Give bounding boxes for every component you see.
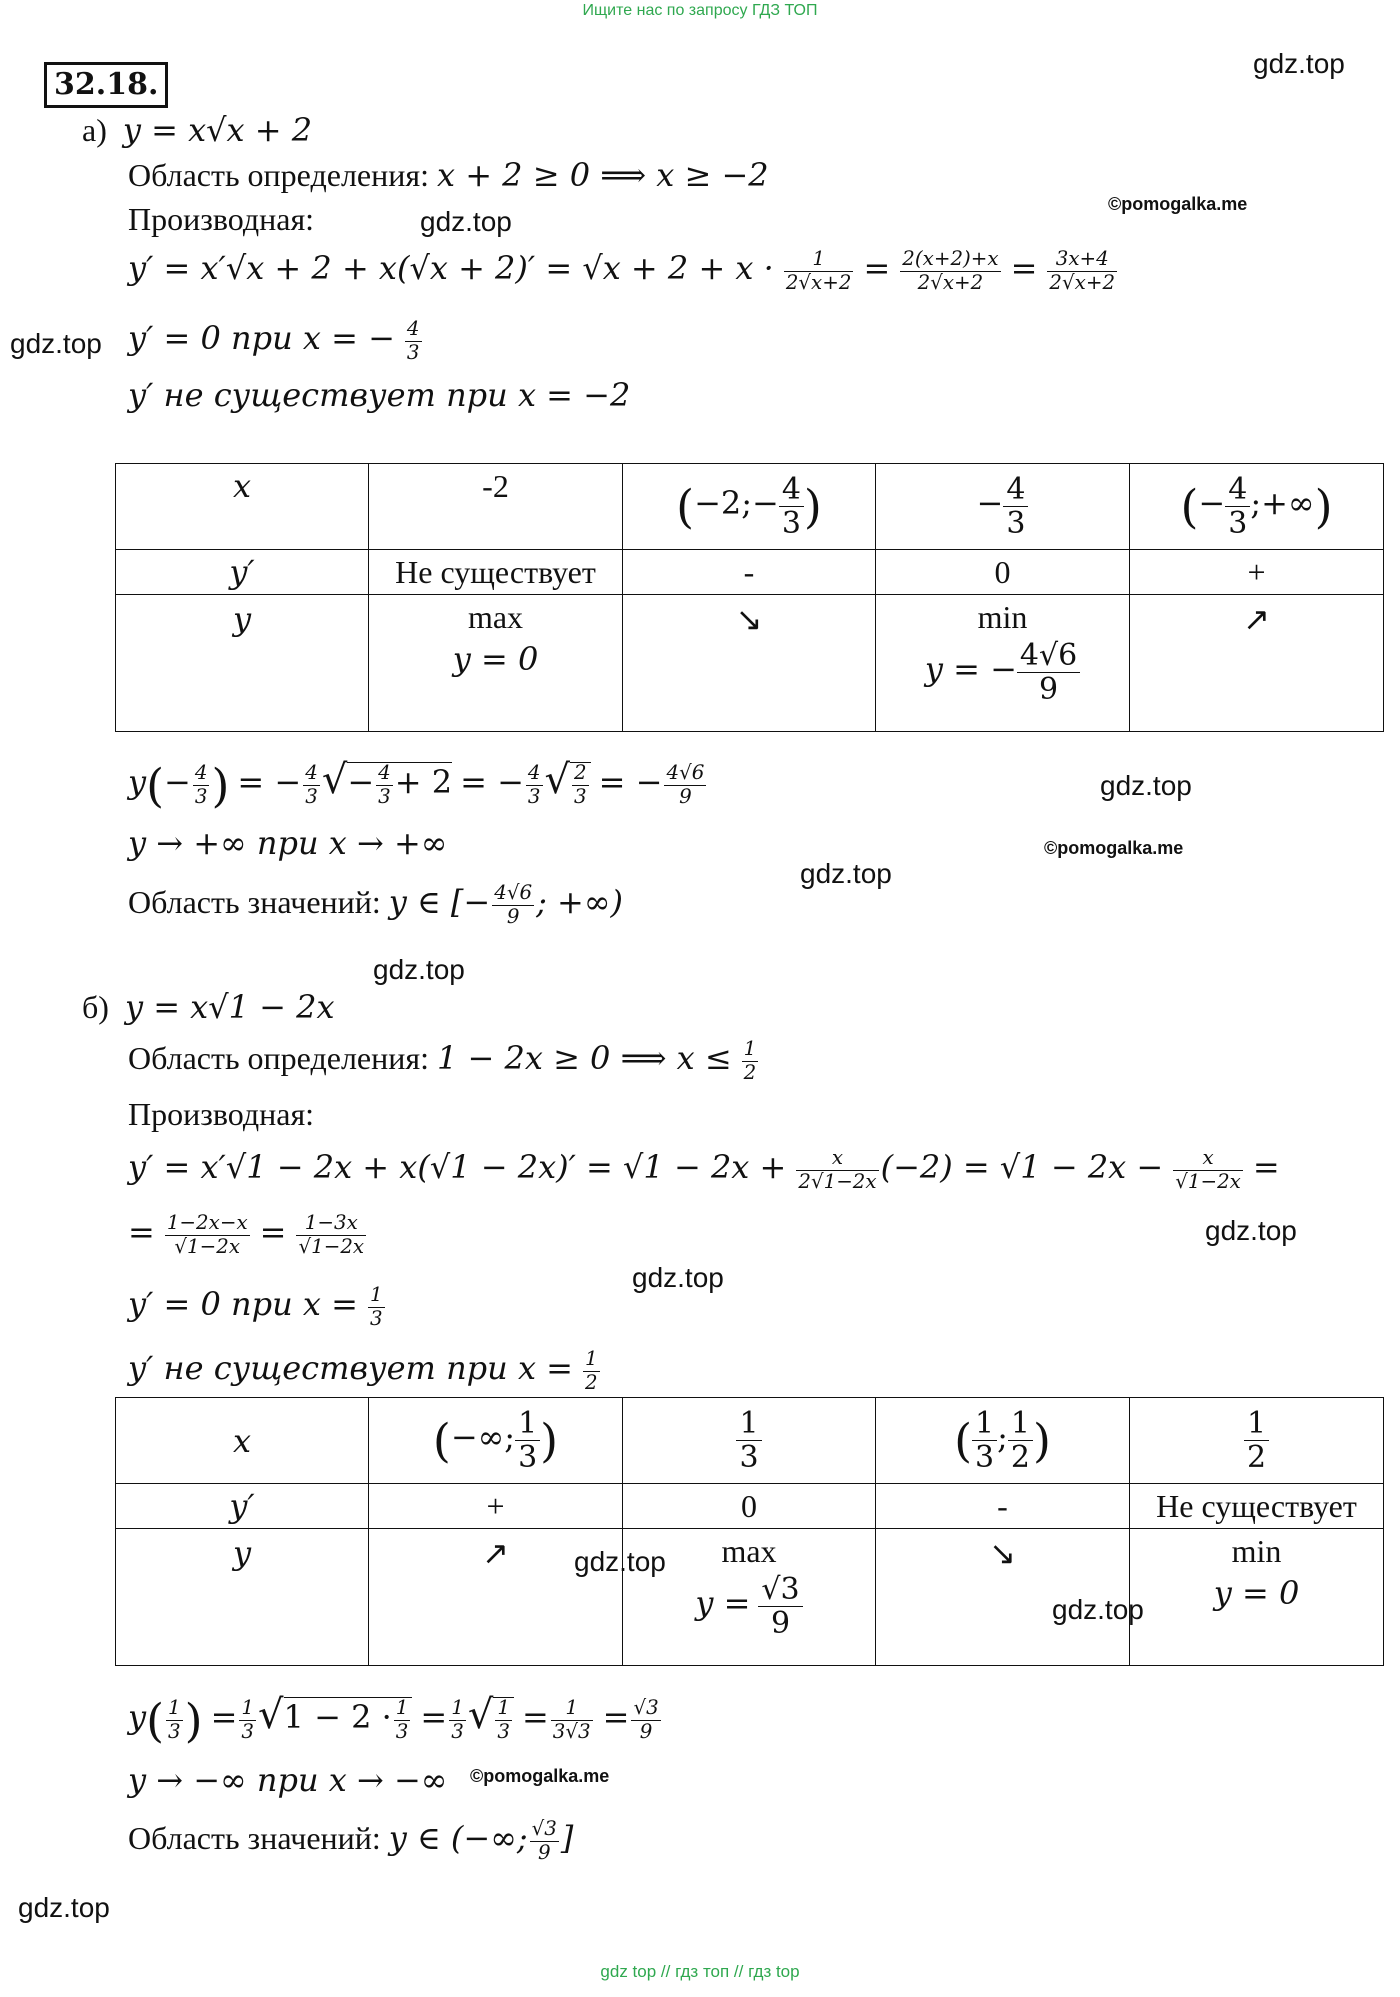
watermark-gdz: gdz.top (574, 1546, 666, 1577)
numerator: 1 (518, 1406, 538, 1441)
denominator: 3 (1225, 506, 1250, 540)
part-a-domain-expr: x + 2 ≥ 0 ⟹ x ≥ −2 (436, 156, 769, 194)
zero-expr: y′ = 0 при x = (128, 1285, 358, 1323)
denominator: 3 (451, 1720, 464, 1744)
numerator: 4 (378, 761, 391, 785)
derivative-expr: y′ = x′√x + 2 + x(√x + 2)′ = √x + 2 + x · (128, 249, 774, 287)
denominator: √1−2x (165, 1235, 250, 1259)
extremum-value: y = 0 (1213, 1574, 1300, 1612)
radicand (493, 1696, 514, 1744)
table-cell: (− $\frac{4}{3}$ ;+∞) (1130, 464, 1384, 550)
denominator: 9 (492, 905, 534, 929)
numerator: 1 (1246, 1406, 1267, 1441)
denominator: 3 (378, 785, 391, 809)
watermark-gdz: gdz.top (420, 206, 512, 237)
watermark-gdz: gdz.top (373, 954, 465, 985)
symbol: − (164, 763, 191, 801)
fraction (526, 762, 543, 809)
fraction (779, 473, 804, 540)
denominator: 3 (515, 1440, 540, 1474)
table-cell: (−2;− $\frac{4}{3}$ ) (623, 464, 876, 550)
decreasing-arrow-icon: ↘ (989, 1535, 1016, 1571)
range-suffix: ] (560, 1819, 574, 1857)
part-a-domain-label: Область определения: (128, 157, 429, 193)
numerator: 1 (241, 1696, 255, 1720)
denominator: 2 (1244, 1440, 1269, 1474)
extremum-label: min (1231, 1533, 1282, 1569)
denominator: 2√x+2 (1049, 271, 1116, 295)
table-cell (116, 1484, 369, 1529)
fraction (1017, 639, 1080, 706)
denominator: 2√x+2 (785, 271, 852, 295)
numerator: x (1202, 1146, 1214, 1170)
increasing-arrow-icon: ↗ (1243, 601, 1270, 637)
fraction (166, 1697, 183, 1744)
numerator: 4√6 (494, 881, 533, 905)
denominator: √1−2x (298, 1235, 365, 1259)
fraction (972, 1407, 997, 1474)
range-prefix: y ∈ (−∞; (388, 1819, 528, 1857)
table-cell (876, 1529, 1130, 1666)
fraction (530, 1818, 559, 1865)
cell-text: + (486, 1487, 505, 1524)
cell-text: y (232, 1534, 252, 1572)
fraction (492, 882, 534, 929)
watermark-gdz: gdz.top (632, 1262, 724, 1293)
fraction (784, 248, 854, 295)
symbol: = (1252, 1148, 1280, 1186)
denominator: 3 (1003, 506, 1028, 540)
range-label: Область значений: (128, 884, 381, 920)
fraction (583, 1348, 600, 1395)
watermark-gdz: gdz.top (1205, 1215, 1297, 1246)
symbol: y (128, 1698, 147, 1736)
cell-text: y (232, 600, 252, 638)
table-cell (369, 1529, 623, 1666)
numerator: 1 (395, 1696, 409, 1720)
fraction (900, 248, 1000, 295)
symbol: = (602, 1698, 630, 1736)
watermark-gdz: gdz.top (10, 328, 102, 359)
fraction (515, 1407, 540, 1474)
table-row (116, 1398, 1384, 1484)
fraction (495, 1697, 512, 1744)
part-b-derivative-simplified (128, 1212, 368, 1259)
symbol: = (259, 1213, 287, 1251)
part-a-label: а) (82, 112, 107, 148)
fraction (1047, 248, 1117, 295)
numerator: 4 (194, 761, 208, 785)
range-suffix: ; +∞) (536, 883, 623, 921)
fraction (405, 318, 422, 365)
numerator: 1 (812, 247, 825, 271)
part-b-limit (128, 1760, 447, 1800)
table-cell (623, 1398, 876, 1484)
range-label: Область значений: (128, 1820, 381, 1856)
fraction (631, 1697, 660, 1744)
numerator: 1 (743, 1037, 757, 1061)
problem-number: 32.18. (44, 62, 168, 108)
fraction (193, 762, 210, 809)
limit-expr: y → −∞ при x → −∞ (128, 1761, 448, 1799)
fraction (449, 1697, 466, 1744)
fraction (239, 1697, 256, 1744)
denominator: 3 (241, 1720, 255, 1744)
fraction (736, 1407, 761, 1474)
symbol: − (347, 763, 375, 801)
denominator: 3 (972, 1440, 997, 1474)
denominator: 3√3 (552, 1720, 591, 1744)
numerator: 4√6 (666, 761, 705, 785)
fraction (303, 762, 320, 809)
cell-text: Не существует (1156, 1487, 1357, 1524)
numerator: 4 (406, 317, 420, 341)
extremum-value (623, 1573, 875, 1640)
cell-text: Не существует (395, 553, 596, 590)
watermark-pomogalka: ©pomogalka.me (470, 1766, 610, 1786)
fraction (394, 1697, 411, 1744)
numerator: 1 (168, 1696, 181, 1720)
symbol: 1 − 2 · (283, 1698, 392, 1736)
numerator: 4 (527, 761, 541, 785)
table-row (116, 1529, 1384, 1666)
numerator: 2 (574, 761, 587, 785)
not-exists-expr: y′ не существует при x = −2 (128, 376, 631, 414)
table-cell (1130, 1484, 1384, 1529)
watermark-gdz: gdz.top (18, 1892, 110, 1923)
watermark-gdz: gdz.top (1100, 770, 1192, 801)
extremum-value (876, 639, 1129, 706)
cell-text: −∞; (450, 1417, 516, 1456)
part-b-derivative-label: Производная: (128, 1096, 315, 1132)
numerator: 1 (369, 1283, 383, 1307)
decreasing-arrow-icon: ↘ (735, 601, 763, 637)
denominator: 2 (1008, 1440, 1033, 1474)
denominator: 3 (779, 506, 804, 540)
table-row (116, 595, 1384, 732)
denominator: 2√1−2x (798, 1170, 877, 1194)
fraction (1003, 473, 1028, 540)
fraction (664, 762, 706, 809)
extremum-value: y = 0 (452, 640, 539, 678)
table-cell (876, 595, 1130, 732)
cell-text: y′ (229, 553, 255, 591)
numerator: 4 (781, 472, 801, 507)
denominator: 3 (527, 785, 541, 809)
denominator: √1−2x (1175, 1170, 1241, 1194)
denominator: 3 (168, 1720, 181, 1744)
symbol: = − (237, 763, 302, 801)
numerator: 3x+4 (1055, 247, 1109, 271)
denominator: 3 (305, 785, 318, 809)
extremum-label: max (467, 599, 524, 635)
numerator: 1 (739, 1406, 759, 1441)
part-a-function: y = x√x + 2 (122, 111, 313, 149)
zero-expr: y′ = 0 при x = − (128, 319, 395, 357)
part-b-domain-label: Область определения: (128, 1040, 429, 1076)
table-cell (876, 1484, 1130, 1529)
table-row (116, 550, 1384, 595)
watermark-gdz: gdz.top (1253, 48, 1345, 79)
denominator: 3 (369, 1307, 383, 1331)
table-cell (1130, 595, 1384, 732)
extremum-label: max (721, 1533, 777, 1569)
watermark-pomogalka: ©pomogalka.me (1108, 194, 1248, 214)
table-cell: (−∞; $\frac{1}{3}$ ) (369, 1398, 623, 1484)
fraction (551, 1697, 593, 1744)
not-exists-expr: y′ не существует при x = (128, 1349, 573, 1387)
fraction (368, 1284, 385, 1331)
part-b-value: y( $\frac{1}{3}$ ) = $\frac{1}{3}$ √1 − 2 · $\frac{1}{3}$ = $\frac{1}{3}$ √ $\frac{1}{3}$ = $\frac{1}{3√3}$ = $\frac{√3}{9}$ (128, 1692, 659, 1748)
part-b-derivative (128, 1147, 1280, 1194)
cell-text: + (1247, 553, 1266, 590)
cell-text: ; (997, 1417, 1008, 1456)
limit-expr: y → +∞ при x → +∞ (128, 824, 448, 862)
fraction (1008, 1407, 1033, 1474)
table-cell (876, 550, 1130, 595)
watermark-pomogalka: ©pomogalka.me (1044, 838, 1184, 858)
fraction (572, 762, 589, 809)
symbol: = (210, 1698, 238, 1736)
part-a-derivative: y′ = x′√x + 2 + x(√x + 2)′ = √x + 2 + x · $\frac{1}{2√x+2}$ = $\frac{2(x+2)+x}{2√x+2}$ = $\frac{3x+4}{2√x+2}$ (128, 247, 1116, 295)
fraction (296, 1212, 366, 1259)
numerator: 4√6 (1019, 638, 1078, 673)
part-b-zero (128, 1284, 387, 1331)
table-cell (116, 1529, 369, 1666)
numerator: 4 (1006, 472, 1026, 507)
value-prefix: y = − (924, 649, 1017, 688)
fraction (376, 762, 393, 809)
denominator: 3 (736, 1440, 761, 1474)
table-cell (1130, 1529, 1384, 1666)
derivative-expr: y′ = x′√1 − 2x + x(√1 − 2x)′ = √1 − 2x + (128, 1148, 787, 1186)
symbol: = − (460, 763, 524, 801)
range-prefix: y ∈ [− (388, 883, 491, 921)
part-a-value: y(− $\frac{4}{3}$ ) = − $\frac{4}{3}$ √− $\frac{4}{3}$ + 2 = − $\frac{4}{3}$ √ $\frac{2}{3}$ = − $\frac{4√6}{9}$ (128, 757, 705, 813)
radicand (283, 1696, 413, 1744)
denominator: 3 (406, 341, 420, 365)
cell-text: x (232, 1421, 252, 1460)
table-cell (623, 1484, 876, 1529)
part-a-limit (128, 823, 447, 863)
fraction (165, 1212, 250, 1259)
part-b-function: y = x√1 − 2x (124, 988, 335, 1026)
part-a-zero (128, 318, 424, 365)
part-b-domain-expr: 1 − 2x ≥ 0 ⟹ x ≤ (436, 1039, 732, 1077)
cell-text: - (743, 553, 755, 590)
fraction (758, 1573, 802, 1640)
numerator: 1−3x (304, 1211, 358, 1235)
value-prefix: y = (695, 1583, 751, 1622)
cell-text: - (997, 1487, 1008, 1524)
table-cell (369, 464, 623, 550)
symbol: y (128, 763, 147, 801)
denominator: 2 (743, 1061, 757, 1085)
radicand (570, 761, 591, 809)
table-cell (623, 595, 876, 732)
table-cell: ( $\frac{1}{3}$ ; $\frac{1}{2}$ ) (876, 1398, 1130, 1484)
denominator: 2√x+2 (900, 271, 1000, 295)
table-cell (116, 595, 369, 732)
table-cell (369, 595, 623, 732)
table-cell (1130, 550, 1384, 595)
numerator: 1 (565, 1696, 579, 1720)
cell-text: x (232, 467, 252, 505)
symbol: = (521, 1698, 549, 1736)
fraction (1225, 473, 1250, 540)
numerator: 4 (305, 761, 318, 785)
table-cell (116, 464, 369, 550)
symbol: = (128, 1213, 155, 1251)
denominator: 9 (631, 1720, 660, 1744)
numerator: 1 (975, 1406, 995, 1441)
table-cell (1130, 1398, 1384, 1484)
denominator: 3 (194, 785, 208, 809)
denominator: 9 (530, 1841, 559, 1865)
part-a-range (128, 882, 623, 929)
table-cell (623, 1529, 876, 1666)
symbol: + 2 (394, 763, 453, 801)
table-cell: − $\frac{4}{3}$ (876, 464, 1130, 550)
denominator: 9 (1017, 672, 1080, 706)
denominator: 9 (758, 1606, 802, 1640)
numerator: 1 (584, 1347, 598, 1371)
symbol: = − (598, 763, 663, 801)
table-cell (623, 550, 876, 595)
numerator: 1 (497, 1696, 510, 1720)
table-cell (116, 1398, 369, 1484)
watermark-gdz: gdz.top (800, 858, 892, 889)
numerator: √3 (633, 1696, 659, 1720)
table-cell (116, 550, 369, 595)
radicand (347, 761, 453, 809)
denominator: 3 (395, 1720, 409, 1744)
cell-text: 0 (741, 1487, 757, 1524)
numerator: √3 (761, 1572, 800, 1607)
cell-text: -2 (482, 468, 509, 504)
derivative-expr: (−2) = √1 − 2x − (880, 1148, 1164, 1186)
numerator: 1−2x−x (166, 1211, 248, 1235)
denominator: 2 (584, 1371, 598, 1395)
part-b-heading (82, 987, 335, 1027)
table-cell (369, 550, 623, 595)
part-b-label: б) (82, 989, 109, 1025)
table-row (116, 1484, 1384, 1529)
table-cell (369, 1484, 623, 1529)
fraction (742, 1038, 759, 1085)
part-a-heading (82, 110, 312, 150)
cell-text: y′ (229, 1487, 255, 1525)
numerator: x (831, 1146, 844, 1170)
part-b-not-exists (128, 1348, 602, 1395)
denominator: 9 (664, 785, 706, 809)
numerator: 4 (1228, 472, 1248, 507)
watermark-gdz: gdz.top (1052, 1594, 1144, 1625)
header-note: Ищите нас по запросу ГДЗ ТОП (582, 2, 818, 19)
table-row (116, 464, 1384, 550)
part-a-domain (128, 155, 769, 195)
footer-note: gdz top // гдз топ // гдз top (600, 1962, 800, 1981)
fraction (1244, 1407, 1269, 1474)
part-a-derivative-label: Производная: (128, 201, 315, 237)
increasing-arrow-icon: ↗ (482, 1535, 509, 1571)
part-b-domain (128, 1038, 760, 1085)
part-a-not-exists (128, 375, 630, 415)
numerator: √3 (531, 1817, 557, 1841)
part-b-range (128, 1818, 573, 1865)
fraction (796, 1147, 878, 1194)
variation-table-b (115, 1397, 1384, 1666)
numerator: 1 (451, 1696, 464, 1720)
extremum-label: min (977, 599, 1028, 635)
denominator: 3 (497, 1720, 510, 1744)
cell-text: 0 (994, 553, 1011, 590)
numerator: 1 (1010, 1406, 1030, 1441)
variation-table-a (115, 463, 1384, 732)
denominator: 3 (574, 785, 587, 809)
fraction (1173, 1147, 1243, 1194)
numerator: 2(x+2)+x (902, 247, 999, 271)
symbol: = (420, 1698, 448, 1736)
